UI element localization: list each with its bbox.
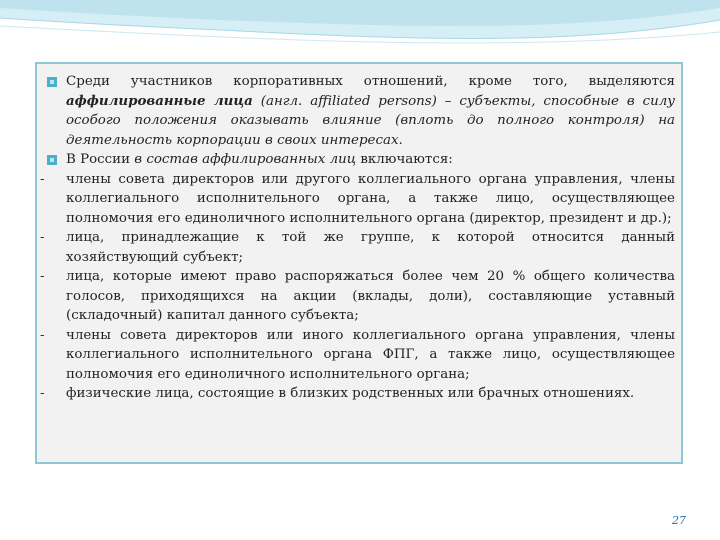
list-item	[47, 150, 675, 170]
dash-marker: -	[40, 386, 45, 401]
item-text: члены совета директоров или другого коллегиального органа управления, члены коллегиального исполнительного органа, а также лицо, осуществляющее полномочия его единоличного исполнительного органа (директор, президент и др.);	[66, 171, 675, 226]
item-text: включаются:	[356, 152, 453, 167]
square-bullet-icon	[47, 77, 57, 87]
list-item	[40, 170, 675, 229]
content-box	[35, 62, 683, 464]
list-item	[47, 72, 675, 150]
item-text: Среди участников корпоративных отношений, кроме того, выделяются	[66, 74, 675, 89]
page-number: 27	[672, 514, 686, 527]
header-wave-decoration	[0, 0, 720, 58]
dash-marker: -	[40, 269, 45, 284]
square-bullet-icon	[47, 155, 57, 165]
item-text: В России	[66, 152, 135, 167]
item-text-italic: в состав аффилированных лиц	[134, 152, 357, 167]
item-emphasis: аффилированные лица	[66, 92, 253, 109]
list-item	[40, 384, 675, 404]
list-item	[40, 326, 675, 385]
dash-marker: -	[40, 327, 45, 343]
list-item	[40, 228, 675, 267]
content-list	[40, 72, 676, 404]
item-text: физические лица, состоящие в близких родственных или брачных отношениях.	[66, 386, 635, 401]
item-text: лица, которые имеют право распоряжаться более чем 20 % общего количества голосов, приходящихся на акции (вклады, доли), составляющие уставный (складочный) капитал данного субъекта;	[66, 269, 675, 323]
list-item	[40, 267, 675, 326]
item-text: члены совета директоров или иного коллегиального органа управления, члены коллегиального исполнительного органа ФПГ, а также лицо, осуществляющее полномочия его единоличного исполнительного органа;	[66, 327, 675, 382]
dash-marker: -	[40, 171, 45, 187]
dash-marker: -	[40, 230, 45, 245]
item-text: лица, принадлежащие к той же группе, к которой относится данный хозяйствующий субъект;	[66, 230, 675, 265]
item-text-italic: (англ. affiliated persons) – субъекты, способные в силу особого положения оказывать влияние (вплоть до полного контроля) на деятельность корпорации в своих интересах.	[66, 93, 676, 148]
